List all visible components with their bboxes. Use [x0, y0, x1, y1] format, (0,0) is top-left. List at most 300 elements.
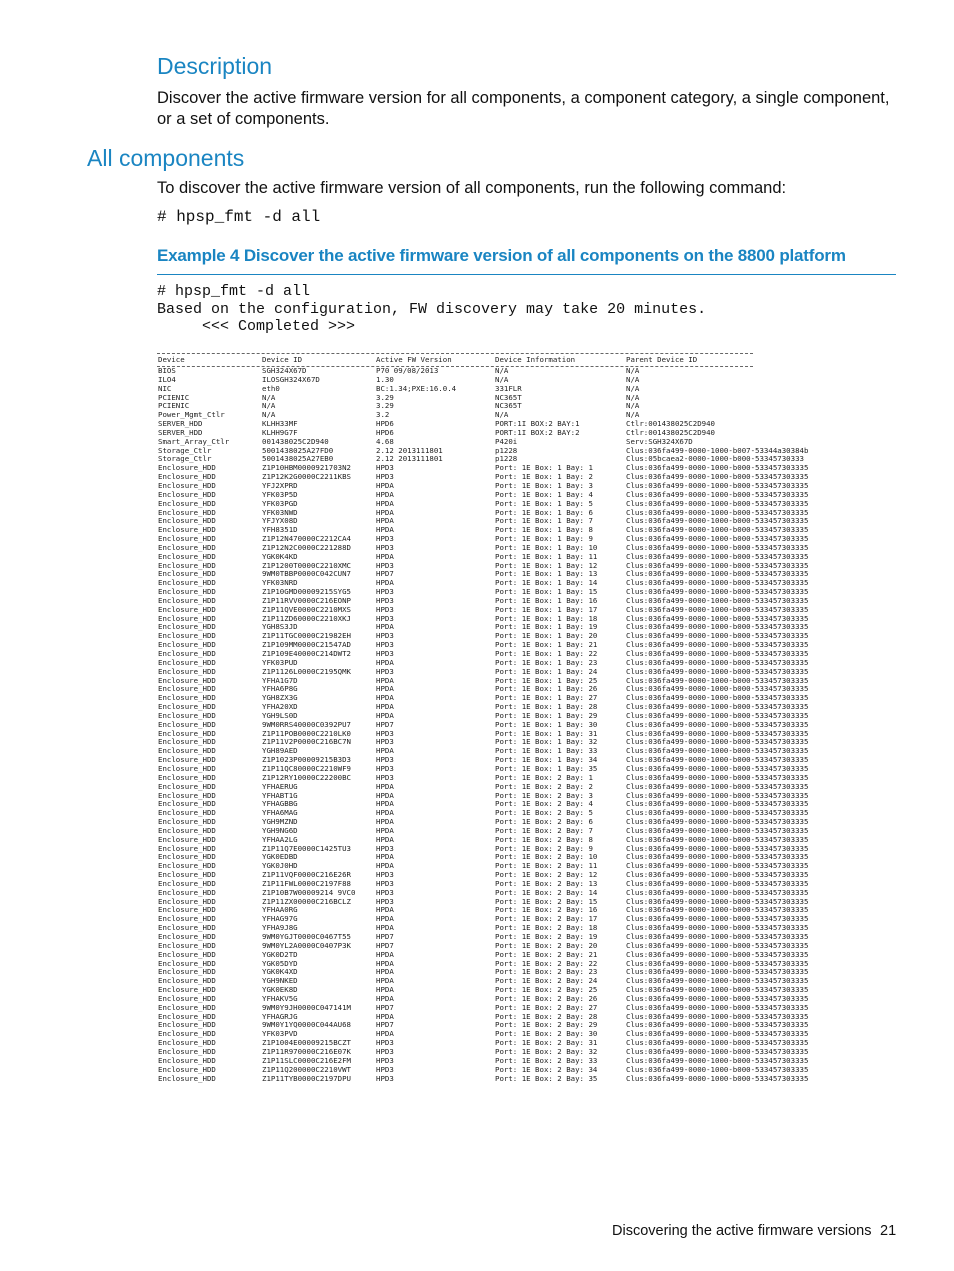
table-cell: Enclosure_HDD [158, 878, 216, 888]
table-cell: Enclosure_HDD [158, 985, 216, 995]
table-cell: Enclosure_HDD [158, 463, 216, 473]
table-cell: Enclosure_HDD [158, 1064, 216, 1074]
table-cell: HPDA [376, 808, 394, 818]
table-cell: Z1P11TGC0000C21982EH [262, 631, 351, 641]
table-cell: Enclosure_HDD [158, 569, 216, 579]
table-cell: YFK03NWD [262, 507, 298, 517]
table-cell: Port: 1E Box: 2 Bay: 6 [495, 817, 593, 827]
table-cell: BC:1.34;PXE:16.0.4 [376, 383, 457, 393]
table-cell: Enclosure_HDD [158, 666, 216, 676]
table-cell: Enclosure_HDD [158, 525, 216, 535]
table-row [157, 402, 753, 411]
table-cell: Port: 1E Box: 2 Bay: 16 [495, 905, 598, 915]
table-cell: Clus:036fa499-0000-1000-b007-53344a30384b [626, 445, 809, 455]
table-cell: YFK03P5D [262, 489, 298, 499]
table-cell: Ctlr:001438025C2D940 [626, 427, 715, 437]
table-cell: YGH8ZX3G [262, 693, 298, 703]
table-cell: Clus:036fa499-0000-1000-b000-533457303335 [626, 985, 809, 995]
table-cell: Port: 1E Box: 1 Bay: 8 [495, 525, 593, 535]
table-cell: Z1P11SLC0000C216E2FM [262, 1055, 351, 1065]
table-cell: HPD3 [376, 737, 394, 747]
table-cell: Clus:036fa499-0000-1000-b000-533457303335 [626, 1073, 809, 1083]
table-cell: Enclosure_HDD [158, 578, 216, 588]
table-cell: Port: 1E Box: 1 Bay: 4 [495, 489, 593, 499]
table-cell: Enclosure_HDD [158, 790, 216, 800]
table-cell: Clus:036fa499-0000-1000-b000-533457303335 [626, 702, 809, 712]
table-cell: HPDA [376, 976, 394, 986]
table-cell: Clus:036fa499-0000-1000-b000-533457303335 [626, 1055, 809, 1065]
table-cell: Clus:036fa499-0000-1000-b000-533457303335 [626, 932, 809, 941]
table-cell: HPDA [376, 781, 394, 791]
table-cell: Z1P12K2G0000C2211KBS [262, 472, 351, 482]
table-cell: Clus:036fa499-0000-1000-b000-533457303335 [626, 905, 809, 915]
table-cell: NC365T [495, 401, 522, 411]
table-cell: Enclosure_HDD [158, 746, 216, 756]
table-cell: HPD3 [376, 542, 394, 552]
table-cell: HPD6 [376, 419, 394, 429]
table-cell: Clus:036fa499-0000-1000-b000-533457303335 [626, 569, 809, 579]
table-cell: 001438025C2D940 [262, 436, 329, 446]
table-cell: N/A [495, 366, 509, 375]
table-cell: Port: 1E Box: 2 Bay: 9 [495, 843, 593, 853]
table-cell: Port: 1E Box: 1 Bay: 27 [495, 693, 598, 703]
table-cell: HPD3 [376, 1073, 394, 1083]
table-cell: HPDA [376, 1011, 394, 1021]
table-cell: Z1P109MM0000C21547AD [262, 640, 351, 650]
table-cell: Power_Mgmt_Ctlr [158, 410, 225, 420]
table-cell: HPD3 [376, 534, 394, 544]
table-cell: HPDA [376, 949, 394, 959]
table-cell: HPD3 [376, 1038, 394, 1048]
table-cell: Port: 1E Box: 1 Bay: 19 [495, 622, 598, 632]
table-row [157, 1073, 809, 1084]
table-cell: Clus:036fa499-0000-1000-b000-533457303335 [626, 746, 809, 756]
table-cell: Z1P11ZD60000C2210XKJ [262, 613, 351, 623]
table-cell: Z1P11POB0000C2210LK0 [262, 728, 351, 738]
table-cell: HPDA [376, 852, 394, 862]
table-cell: HPD3 [376, 631, 394, 641]
table-cell: Z1P11QVE0000C2210MXS [262, 604, 351, 614]
table-cell: Port: 1E Box: 1 Bay: 24 [495, 666, 598, 676]
table-cell: Z1P11V2P0000C216BC7N [262, 737, 351, 747]
table-cell: Clus:036fa499-0000-1000-b000-533457303335 [626, 472, 809, 482]
table-cell: Z1P12N470000C2212CA4 [262, 534, 351, 544]
table-cell: N/A [495, 374, 509, 384]
table-cell: Enclosure_HDD [158, 604, 216, 614]
table-cell: Z1P10B7W00009214 9VC0 [262, 887, 356, 897]
console-line: Based on the configuration, FW discovery may take 20 minutes. [157, 300, 707, 318]
table-cell: Clus:036fa499-0000-1000-b000-533457303335 [626, 808, 809, 818]
table-cell: Port: 1E Box: 1 Bay: 3 [495, 480, 593, 490]
table-cell: YFJ2XPRD [262, 480, 298, 490]
table-cell: Clus:036fa499-0000-1000-b000-533457303335 [626, 710, 809, 720]
table-cell: ILO4 [158, 374, 176, 384]
table-cell: Port: 1E Box: 2 Bay: 8 [495, 834, 593, 844]
table-cell: Port: 1E Box: 1 Bay: 7 [495, 516, 593, 526]
table-cell: YGK0EK8D [262, 985, 298, 995]
table-cell: Z1P109E40000C214DWT2 [262, 649, 351, 658]
table-cell: Clus:036fa499-0000-1000-b000-533457303335 [626, 587, 809, 597]
table-cell: HPDA [376, 1029, 394, 1039]
table-cell: Enclosure_HDD [158, 781, 216, 791]
table-cell: Port: 1E Box: 1 Bay: 33 [495, 746, 598, 756]
table-cell: Clus:036fa499-0000-1000-b000-533457303335 [626, 684, 809, 694]
table-cell: Port: 1E Box: 1 Bay: 5 [495, 498, 593, 508]
table-cell: HPDA [376, 657, 394, 667]
table-cell: Storage_Ctlr [158, 454, 212, 464]
table-cell: Enclosure_HDD [158, 772, 216, 782]
table-cell: HPDA [376, 622, 394, 632]
table-cell: Port: 1E Box: 1 Bay: 2 [495, 472, 593, 482]
table-cell: HPDA [376, 914, 394, 924]
table-cell: Enclosure_HDD [158, 852, 216, 862]
table-cell: Port: 1E Box: 1 Bay: 29 [495, 710, 598, 720]
table-cell: YGH9LS0D [262, 710, 298, 720]
table-cell: Port: 1E Box: 2 Bay: 5 [495, 808, 593, 818]
table-cell: Enclosure_HDD [158, 640, 216, 650]
table-cell: Z1P11Q7E0000C1425TU3 [262, 843, 351, 853]
table-cell: HPD3 [376, 878, 394, 888]
firmware-table [157, 353, 809, 1083]
table-cell: Clus:036fa499-0000-1000-b000-533457303335 [626, 976, 809, 986]
table-cell: Port: 1E Box: 2 Bay: 27 [495, 1002, 598, 1012]
table-cell: YFK03NRD [262, 578, 298, 588]
table-cell: Clus:036fa499-0000-1000-b000-533457303335 [626, 772, 809, 782]
table-cell: Port: 1E Box: 2 Bay: 13 [495, 878, 598, 888]
table-cell: Port: 1E Box: 2 Bay: 18 [495, 923, 598, 933]
table-cell: NC365T [495, 392, 522, 402]
table-cell: 9WM0Y9JH0000C047141M [262, 1002, 351, 1012]
table-cell: Enclosure_HDD [158, 905, 216, 915]
table-cell: Clus:036fa499-0000-1000-b000-533457303335 [626, 622, 809, 632]
table-cell: YFHAGBBG [262, 799, 298, 809]
table-cell: Clus:036fa499-0000-1000-b000-533457303335 [626, 878, 809, 888]
table-cell: YGH9MZND [262, 817, 298, 827]
table-cell: Port: 1E Box: 1 Bay: 14 [495, 578, 598, 588]
table-cell: Port: 1E Box: 1 Bay: 11 [495, 551, 598, 561]
table-cell: PCIENIC [158, 392, 190, 402]
footer-section-title: Discovering the active firmware versions [612, 1223, 872, 1239]
table-cell: HPDA [376, 525, 394, 535]
table-cell: YFHA20XD [262, 702, 298, 712]
table-cell: Clus:036fa499-0000-1000-b000-533457303335 [626, 861, 809, 871]
table-cell: P420i [495, 436, 518, 446]
table-cell: NIC [158, 383, 172, 393]
table-cell: Enclosure_HDD [158, 1055, 216, 1065]
table-cell: HPD3 [376, 843, 394, 853]
console-line: <<< Completed >>> [157, 318, 356, 335]
table-header-row [157, 354, 753, 366]
table-cell: YFHAG97G [262, 914, 298, 924]
table-cell: HPD3 [376, 666, 394, 676]
table-cell: Port: 1E Box: 2 Bay: 12 [495, 870, 598, 880]
table-cell: Port: 1E Box: 2 Bay: 25 [495, 985, 598, 995]
table-cell: Z1P12RY10000C22200BC [262, 772, 351, 782]
table-cell: Clus:036fa499-0000-1000-b000-533457303335 [626, 551, 809, 561]
table-cell: Storage_Ctlr [158, 445, 212, 455]
table-cell: YFHABT1G [262, 790, 298, 800]
table-cell: HPD3 [376, 560, 394, 570]
table-cell: HPD3 [376, 728, 394, 738]
table-cell: HPD3 [376, 896, 394, 906]
table-cell: Enclosure_HDD [158, 808, 216, 818]
table-cell: Port: 1E Box: 1 Bay: 32 [495, 737, 598, 747]
table-cell: Clus:036fa499-0000-1000-b000-533457303335 [626, 631, 809, 641]
table-cell: Z1P11ZX00000C216BCLZ [262, 896, 351, 906]
table-cell: YGK0K4XD [262, 967, 298, 977]
table-cell: Enclosure_HDD [158, 870, 216, 880]
table-cell: Clus:036fa499-0000-1000-b000-533457303335 [626, 958, 809, 968]
table-cell: HPDA [376, 578, 394, 588]
table-cell: N/A [626, 392, 640, 402]
table-cell: YFHA6P8G [262, 684, 298, 694]
table-cell: PORT:1I BOX:2 BAY:1 [495, 419, 580, 429]
table-row [157, 385, 753, 394]
table-cell: Port: 1E Box: 1 Bay: 22 [495, 649, 598, 658]
table-cell: Enclosure_HDD [158, 799, 216, 809]
table-cell: Clus:036fa499-0000-1000-b000-533457303335 [626, 1038, 809, 1048]
table-cell: Port: 1E Box: 2 Bay: 14 [495, 887, 598, 897]
table-cell: 9WM0YL2A0000C0407P3K [262, 940, 351, 950]
table-cell: Enclosure_HDD [158, 763, 216, 773]
description-text: Discover the active firmware version for all components, a component category, a single component, or a set of components. [157, 89, 890, 128]
table-cell: Port: 1E Box: 1 Bay: 16 [495, 595, 598, 605]
table-cell: Enclosure_HDD [158, 1038, 216, 1048]
table-cell: Clus:036fa499-0000-1000-b000-533457303335 [626, 755, 809, 765]
table-cell: HPDA [376, 923, 394, 933]
table-cell: Clus:036fa499-0000-1000-b000-533457303335 [626, 489, 809, 499]
table-cell: Enclosure_HDD [158, 967, 216, 977]
table-cell: Z1P11FWL0000C2197F88 [262, 878, 351, 888]
table-cell: Port: 1E Box: 1 Bay: 9 [495, 534, 593, 544]
table-cell: 9WM0TBBP0000C042CUN7 [262, 569, 351, 579]
table-cell: Enclosure_HDD [158, 649, 216, 658]
table-cell: Clus:036fa499-0000-1000-b000-533457303335 [626, 817, 809, 827]
table-cell: HPD7 [376, 940, 394, 950]
table-cell: Enclosure_HDD [158, 498, 216, 508]
table-cell: HPD3 [376, 613, 394, 623]
table-cell: HPD7 [376, 569, 394, 579]
table-cell: Z1P1004E00009215BCZT [262, 1038, 351, 1048]
table-cell: Enclosure_HDD [158, 1020, 216, 1030]
table-cell: Port: 1E Box: 1 Bay: 26 [495, 684, 598, 694]
table-cell: Port: 1E Box: 1 Bay: 21 [495, 640, 598, 650]
table-cell: Port: 1E Box: 2 Bay: 7 [495, 825, 593, 835]
table-cell: N/A [626, 383, 640, 393]
table-cell: ILOSGH324X67D [262, 374, 320, 384]
table-cell: Port: 1E Box: 2 Bay: 4 [495, 799, 593, 809]
table-cell: HPD7 [376, 1020, 394, 1030]
table-cell: Clus:036fa499-0000-1000-b000-533457303335 [626, 542, 809, 552]
table-cell: HPDA [376, 710, 394, 720]
table-cell: HPDA [376, 489, 394, 499]
table-cell: Clus:036fa499-0000-1000-b000-533457303335 [626, 949, 809, 959]
table-cell: 9WM0RRS40000C0392PU7 [262, 719, 351, 729]
table-cell: Enclosure_HDD [158, 516, 216, 526]
table-cell: Clus:036fa499-0000-1000-b000-533457303335 [626, 1011, 809, 1021]
table-cell: Clus:036fa499-0000-1000-b000-533457303335 [626, 843, 809, 853]
table-cell: Clus:036fa499-0000-1000-b000-533457303335 [626, 870, 809, 880]
table-cell: HPDA [376, 993, 394, 1003]
table-cell: Enclosure_HDD [158, 613, 216, 623]
table-cell: HPDA [376, 693, 394, 703]
table-cell: N/A [262, 392, 276, 402]
table-cell: Port: 1E Box: 1 Bay: 25 [495, 675, 598, 685]
table-cell: Clus:036fa499-0000-1000-b000-533457303335 [626, 940, 809, 950]
table-cell: YGK05DYD [262, 958, 298, 968]
table-cell: YFHAGRJG [262, 1011, 298, 1021]
table-cell: Enclosure_HDD [158, 1029, 216, 1039]
table-cell: KLHH9G7F [262, 427, 298, 437]
table-cell: N/A [626, 410, 640, 420]
table-cell: Clus:036fa499-0000-1000-b000-533457303335 [626, 1029, 809, 1039]
table-cell: Clus:036fa499-0000-1000-b000-533457303335 [626, 613, 809, 623]
table-cell: PCIENIC [158, 401, 190, 411]
table-cell: Enclosure_HDD [158, 914, 216, 924]
table-cell: HPDA [376, 551, 394, 561]
table-cell: Enclosure_HDD [158, 993, 216, 1003]
table-cell: Z1P1126L0000C2195QMK [262, 666, 351, 676]
table-cell: Port: 1E Box: 2 Bay: 26 [495, 993, 598, 1003]
table-cell: HPD3 [376, 472, 394, 482]
table-cell: PORT:1I BOX:2 BAY:2 [495, 427, 580, 437]
table-row [157, 394, 753, 403]
table-cell: N/A [626, 374, 640, 384]
table-cell: YGK0EDBD [262, 852, 298, 862]
console-line: # hpsp_fmt -d all [157, 283, 311, 300]
table-cell: Port: 1E Box: 2 Bay: 1 [495, 772, 593, 782]
table-cell: eth0 [262, 383, 280, 393]
table-cell: Clus:036fa499-0000-1000-b000-533457303335 [626, 993, 809, 1003]
table-cell: Enclosure_HDD [158, 728, 216, 738]
table-cell: Z1P11Q200000C2210VWT [262, 1064, 351, 1074]
table-cell: N/A [626, 401, 640, 411]
table-cell: Port: 1E Box: 1 Bay: 6 [495, 507, 593, 517]
table-cell: Port: 1E Box: 1 Bay: 13 [495, 569, 598, 579]
table-row [157, 367, 753, 376]
table-cell: Port: 1E Box: 2 Bay: 24 [495, 976, 598, 986]
table-cell: Enclosure_HDD [158, 622, 216, 632]
table-cell: Port: 1E Box: 1 Bay: 31 [495, 728, 598, 738]
table-cell: Clus:036fa499-0000-1000-b000-533457303335 [626, 799, 809, 809]
table-cell: Enclosure_HDD [158, 489, 216, 499]
table-cell: HPD3 [376, 763, 394, 773]
table-cell: HPDA [376, 480, 394, 490]
table-cell: HPDA [376, 817, 394, 827]
description-heading: Description [157, 53, 273, 79]
table-cell: HPDA [376, 790, 394, 800]
table-cell: Port: 1E Box: 1 Bay: 34 [495, 755, 598, 765]
table-cell: 2.12 2013111801 [376, 445, 443, 455]
table-cell: Port: 1E Box: 1 Bay: 23 [495, 657, 598, 667]
table-cell: p1228 [495, 454, 518, 464]
table-cell: p1228 [495, 445, 518, 455]
table-cell: Clus:036fa499-0000-1000-b000-533457303335 [626, 693, 809, 703]
table-cell: Enclosure_HDD [158, 949, 216, 959]
table-cell: Clus:036fa499-0000-1000-b000-533457303335 [626, 525, 809, 535]
table-cell: Clus:036fa499-0000-1000-b000-533457303335 [626, 666, 809, 676]
table-cell: Clus:036fa499-0000-1000-b000-533457303335 [626, 1064, 809, 1074]
table-cell: HPD3 [376, 870, 394, 880]
table-cell: Enclosure_HDD [158, 834, 216, 844]
table-cell: HPDA [376, 516, 394, 526]
table-cell: Port: 1E Box: 1 Bay: 10 [495, 542, 598, 552]
table-cell: Clus:036fa499-0000-1000-b000-533457303335 [626, 1046, 809, 1056]
table-cell: YFHA1G7D [262, 675, 298, 685]
table-cell: HPDA [376, 967, 394, 977]
table-cell: Clus:036fa499-0000-1000-b000-533457303335 [626, 923, 809, 933]
table-cell: Clus:036fa499-0000-1000-b000-533457303335 [626, 852, 809, 862]
table-cell: Clus:036fa499-0000-1000-b000-533457303335 [626, 834, 809, 844]
table-cell: HPD3 [376, 640, 394, 650]
table-cell: N/A [626, 366, 640, 375]
column-header: Parent Device ID [626, 355, 698, 364]
table-cell: SERVER_HDD [158, 419, 203, 429]
table-cell: Serv:SGH324X67D [626, 436, 693, 446]
table-cell: 2.12 2013111801 [376, 454, 443, 464]
table-cell: Clus:036fa499-0000-1000-b000-533457303335 [626, 737, 809, 747]
table-cell: Smart_Array_Ctlr [158, 436, 230, 446]
table-cell: Enclosure_HDD [158, 507, 216, 517]
table-cell: Z1P12N2C0000C221288D [262, 542, 351, 552]
table-cell: Port: 1E Box: 1 Bay: 1 [495, 463, 593, 473]
table-cell: HPDA [376, 702, 394, 712]
table-cell: YFJYX08D [262, 516, 298, 526]
table-cell: HPDA [376, 684, 394, 694]
table-cell: HPD3 [376, 755, 394, 765]
table-cell: N/A [262, 401, 276, 411]
table-cell: YFHAA2LG [262, 834, 298, 844]
table-cell: YGK0K4KD [262, 551, 298, 561]
table-cell: Enclosure_HDD [158, 657, 216, 667]
table-cell: Port: 1E Box: 1 Bay: 12 [495, 560, 598, 570]
table-cell: Port: 1E Box: 1 Bay: 17 [495, 604, 598, 614]
table-cell: Clus:036fa499-0000-1000-b000-533457303335 [626, 595, 809, 605]
table-cell: YFHA9J8G [262, 923, 298, 933]
table-cell: Enclosure_HDD [158, 976, 216, 986]
table-cell: Z1P11TYB0000C2197DPU [262, 1073, 351, 1083]
table-cell: Clus:036fa499-0000-1000-b000-533457303335 [626, 578, 809, 588]
table-cell: Port: 1E Box: 2 Bay: 33 [495, 1055, 598, 1065]
table-cell: Port: 1E Box: 2 Bay: 30 [495, 1029, 598, 1039]
table-cell: Enclosure_HDD [158, 1073, 216, 1083]
table-cell: Z1P11VQF0000C216E26R [262, 870, 351, 880]
example-console-output [157, 283, 706, 336]
table-cell: Port: 1E Box: 2 Bay: 19 [495, 932, 598, 941]
table-cell: HPDA [376, 746, 394, 756]
table-cell: HPD3 [376, 463, 394, 473]
table-cell: Enclosure_HDD [158, 631, 216, 641]
table-cell: N/A [495, 410, 509, 420]
table-cell: YFHAKV5G [262, 993, 298, 1003]
table-cell: YGH8S3JD [262, 622, 298, 632]
table-cell: Ctlr:001438025C2D940 [626, 419, 715, 429]
table-cell: Port: 1E Box: 2 Bay: 29 [495, 1020, 598, 1030]
table-cell: Enclosure_HDD [158, 1011, 216, 1021]
table-cell: SERVER_HDD [158, 427, 203, 437]
table-cell: Clus:036fa499-0000-1000-b000-533457303335 [626, 967, 809, 977]
table-cell: Z1P11R970000C216E07K [262, 1046, 351, 1056]
table-cell: HPD3 [376, 772, 394, 782]
table-cell: Enclosure_HDD [158, 702, 216, 712]
table-cell: HPD3 [376, 587, 394, 597]
table-cell: Clus:036fa499-0000-1000-b000-533457303335 [626, 887, 809, 897]
table-cell: SGH324X67D [262, 366, 307, 375]
page-number: 21 [880, 1223, 897, 1239]
table-cell: YFHAA0RG [262, 905, 298, 915]
table-cell: Port: 1E Box: 2 Bay: 15 [495, 896, 598, 906]
table-cell: HPD3 [376, 1046, 394, 1056]
